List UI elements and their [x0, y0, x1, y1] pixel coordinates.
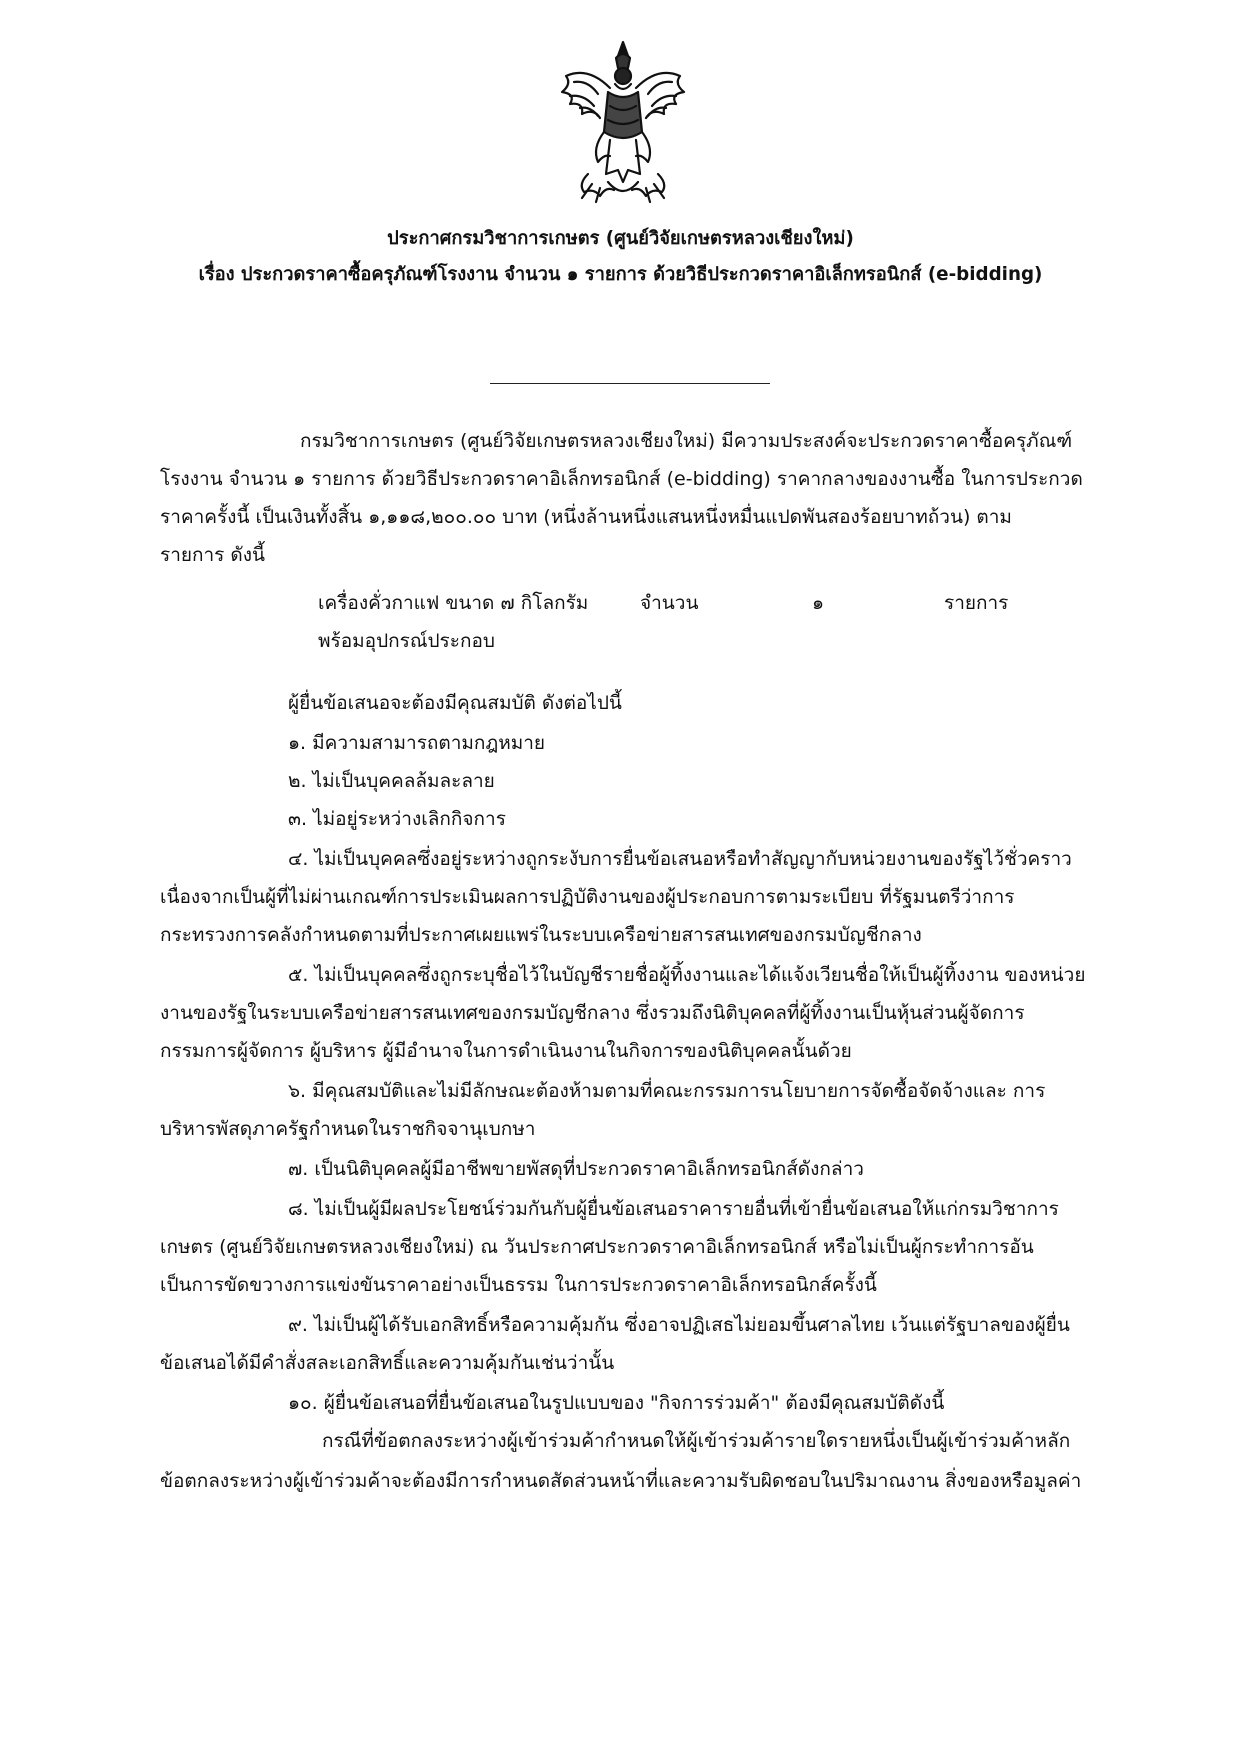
intro-line: กรมวิชาการเกษตร (ศูนย์วิจัยเกษตรหลวงเชียงใหม่) มีความประสงค์จะประกวดราคาซื้อครุภัณฑ์	[300, 430, 1073, 452]
qualification-item: ๑๐. ผู้ยื่นข้อเสนอที่ยื่นข้อเสนอในรูปแบบของ "กิจการร่วมค้า" ต้องมีคุณสมบัติดังนี้	[288, 1392, 945, 1414]
item-qty-label: จำนวน	[640, 592, 699, 614]
qualification-item: ๓. ไม่อยู่ระหว่างเลิกกิจการ	[288, 808, 506, 830]
qualification-item: ๑. มีความสามารถตามกฎหมาย	[288, 732, 546, 754]
qualification-item: กระทรวงการคลังกำหนดตามที่ประกาศเผยแพร่ในระบบเครือข่ายสารสนเทศของกรมบัญชีกลาง	[160, 924, 922, 946]
announcement-subject: เรื่อง ประกวดราคาซื้อครุภัณฑ์โรงงาน จำนวน ๑ รายการ ด้วยวิธีประกวดราคาอิเล็กทรอนิกส์ (e-bidding)	[198, 264, 1043, 285]
title-divider	[490, 383, 770, 384]
announcement-title: ประกาศกรมวิชาการเกษตร (ศูนย์วิจัยเกษตรหลวงเชียงใหม่)	[387, 228, 854, 249]
qualification-item: ข้อตกลงระหว่างผู้เข้าร่วมค้าจะต้องมีการกำหนดสัดส่วนหน้าที่และความรับผิดชอบในปริมาณงาน สิ่งของหรือมูลค่า	[160, 1470, 1082, 1492]
qualification-item: ๔. ไม่เป็นบุคคลซึ่งอยู่ระหว่างถูกระงับการยื่นข้อเสนอหรือทำสัญญากับหน่วยงานของรัฐไว้ชั่วคราว	[288, 848, 1072, 870]
qualification-item: ๕. ไม่เป็นบุคคลซึ่งถูกระบุชื่อไว้ในบัญชีรายชื่อผู้ทิ้งงานและได้แจ้งเวียนชื่อให้เป็นผู้ทิ้งงาน ของหน่วย	[288, 964, 1086, 986]
qualification-item: กรณีที่ข้อตกลงระหว่างผู้เข้าร่วมค้ากำหนดให้ผู้เข้าร่วมค้ารายใดรายหนึ่งเป็นผู้เข้าร่วมค้าหลัก	[322, 1430, 1071, 1452]
qualifications-heading: ผู้ยื่นข้อเสนอจะต้องมีคุณสมบัติ ดังต่อไปนี้	[288, 692, 622, 714]
item-unit: รายการ	[944, 592, 1009, 614]
item-qty: ๑	[812, 592, 825, 614]
intro-line: โรงงาน จำนวน ๑ รายการ ด้วยวิธีประกวดราคาอิเล็กทรอนิกส์ (e-bidding) ราคากลางของงานซื้อ ในการประกวด	[160, 468, 1083, 490]
qualification-item: เกษตร (ศูนย์วิจัยเกษตรหลวงเชียงใหม่) ณ วันประกาศประกวดราคาอิเล็กทรอนิกส์ หรือไม่เป็นผู้กระทำการอัน	[160, 1236, 1034, 1258]
qualification-item: ๒. ไม่เป็นบุคคลล้มละลาย	[288, 770, 495, 792]
qualification-item: ๗. เป็นนิติบุคคลผู้มีอาชีพขายพัสดุที่ประกวดราคาอิเล็กทรอนิกส์ดังกล่าว	[288, 1158, 864, 1180]
item-name: เครื่องคั่วกาแฟ ขนาด ๗ กิโลกรัม	[318, 592, 589, 614]
qualification-item: ๘. ไม่เป็นผู้มีผลประโยชน์ร่วมกันกับผู้ยื่นข้อเสนอราคารายอื่นที่เข้ายื่นข้อเสนอให้แก่กรมวิชาการ	[288, 1198, 1059, 1220]
qualification-item: งานของรัฐในระบบเครือข่ายสารสนเทศของกรมบัญชีกลาง ซึ่งรวมถึงนิติบุคคลที่ผู้ทิ้งงานเป็นหุ้นส่วนผู้จัดการ	[160, 1002, 1025, 1024]
intro-line: ราคาครั้งนี้ เป็นเงินทั้งสิ้น ๑,๑๑๘,๒๐๐.๐๐ บาท (หนึ่งล้านหนึ่งแสนหนึ่งหมื่นแปดพันสองร้อยบาทถ้วน) ตาม	[160, 506, 1012, 528]
intro-line: รายการ ดังนี้	[160, 544, 266, 566]
qualification-item: กรรมการผู้จัดการ ผู้บริหาร ผู้มีอำนาจในการดำเนินงานในกิจการของนิติบุคคลนั้นด้วย	[160, 1040, 852, 1062]
item-name-cont: พร้อมอุปกรณ์ประกอบ	[318, 630, 495, 652]
qualification-item: เป็นการขัดขวางการแข่งขันราคาอย่างเป็นธรรม ในการประกวดราคาอิเล็กทรอนิกส์ครั้งนี้	[160, 1274, 877, 1296]
qualification-item: ๙. ไม่เป็นผู้ได้รับเอกสิทธิ์หรือความคุ้มกัน ซึ่งอาจปฏิเสธไม่ยอมขึ้นศาลไทย เว้นแต่รัฐบาลของผู้ยื่น	[288, 1314, 1070, 1336]
garuda-emblem	[548, 36, 698, 206]
qualification-item: ๖. มีคุณสมบัติและไม่มีลักษณะต้องห้ามตามที่คณะกรรมการนโยบายการจัดซื้อจัดจ้างและ การ	[288, 1080, 1046, 1102]
qualification-item: บริหารพัสดุภาครัฐกำหนดในราชกิจจานุเบกษา	[160, 1118, 536, 1140]
qualification-item: ข้อเสนอได้มีคำสั่งสละเอกสิทธิ์และความคุ้มกันเช่นว่านั้น	[160, 1352, 615, 1374]
qualification-item: เนื่องจากเป็นผู้ที่ไม่ผ่านเกณฑ์การประเมินผลการปฏิบัติงานของผู้ประกอบการตามระเบียบ ที่รัฐมนตรีว่าการ	[160, 886, 1015, 908]
